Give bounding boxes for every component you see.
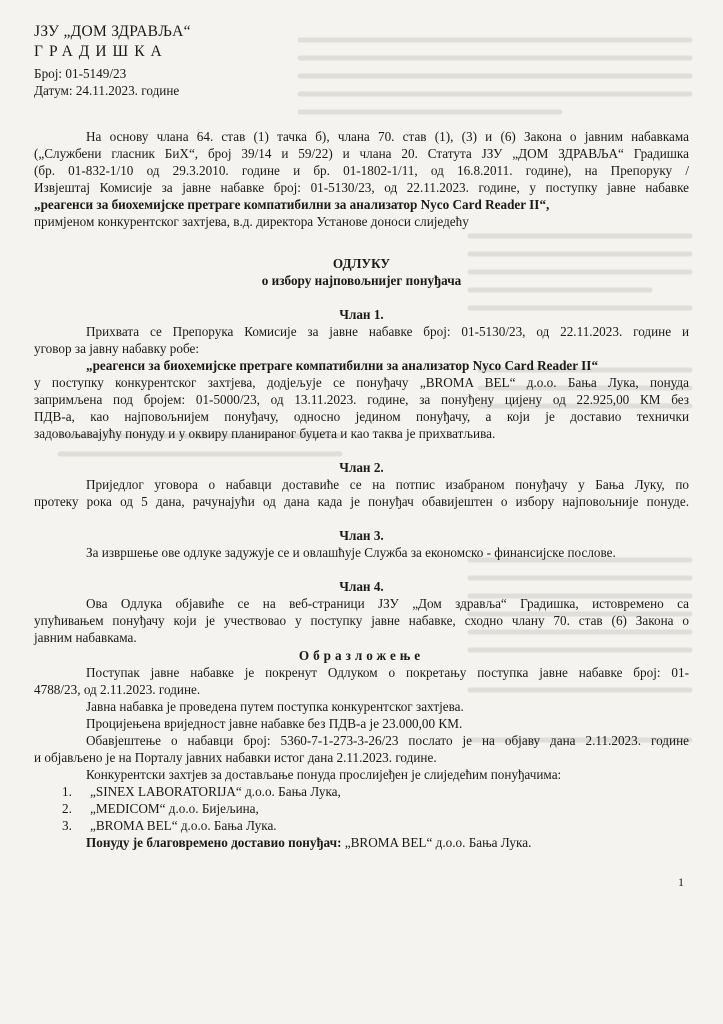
clan4-line-3: јавним набавкама. [34, 630, 137, 645]
institution-city: ГРАДИШКА [34, 43, 168, 60]
clan3-heading: Члан 3. [339, 528, 384, 543]
timely-offer-line [86, 835, 531, 851]
obrazlozenje-line-5: Обавјештење о набавци број: 5360-7-1-273-3-26/23 послато је на објаву дана 2.11.2023. године [86, 733, 689, 748]
obrazlozenje-line-3: Јавна набавка је проведена путем поступка конкурентског захтјева. [86, 699, 464, 714]
bidder-list-item: 3. „BROMA BEL“ д.о.о. Бања Лука. [62, 818, 277, 833]
bidder-name: „MEDICOM“ д.о.о. Бијељина, [90, 801, 259, 816]
clan1-heading: Члан 1. [339, 307, 384, 322]
intro-line-5-subject: „реагенси за биохемијске претраге компатибилни за анализатор Nyco Card Reader II“, [34, 197, 550, 212]
clan2-heading: Члан 2. [339, 460, 384, 475]
clan1-line-6: ПДВ-а, као најповољнијем понуђачу, односно једином понуђачу, а који је доставио технички [34, 409, 689, 424]
clan1-line-5: запримљена под бројем: 01-5000/23, од 13.11.2023. године, за понуђену цијену од 22.925,00 КМ без [34, 392, 689, 407]
clan4-line-2: упућивањем понуђачу који је учествовао у поступку јавне набавке, сходно члану 70. став (6) Закона о [34, 613, 689, 628]
intro-line-6: примјеном конкурентског захтјева, в.д. директора Установе доноси слиједећу [34, 214, 469, 229]
decision-subtitle: о избору најповољнијег понуђача [261, 273, 462, 288]
decision-title: ОДЛУКУ [332, 256, 391, 271]
clan4-heading: Члан 4. [339, 579, 384, 594]
bidder-list-item: 2. „MEDICOM“ д.о.о. Бијељина, [62, 801, 259, 816]
obrazlozenje-line-4: Процијењена вриједност јавне набавке без ПДВ-а је 23.000,00 КМ. [86, 716, 463, 731]
document-date: Датум: 24.11.2023. године [34, 83, 180, 98]
obrazlozenje-heading: Образложење [298, 648, 425, 663]
clan1-line-1: Прихвата се Препорука Комисије за јавне набавке број: 01-5130/23, од 22.11.2023. године и [86, 324, 689, 339]
obrazlozenje-line-2: 4788/23, од 2.11.2023. године. [34, 682, 201, 697]
institution-name: ЈЗУ „ДОМ ЗДРАВЉА“ [34, 23, 191, 40]
clan4-line-1: Ова Одлука објавиће се на веб-страници ЈЗУ „Дом здравља“ Градишка, истовремено са [86, 596, 689, 611]
intro-line-2: („Службени гласник БиХ“, број 39/14 и 59/22) и члана 20. Статута ЈЗУ „ДОМ ЗДРАВЉА“ Градишка [34, 146, 689, 161]
obrazlozenje-line-6: и објављено је на Порталу јавних набавки истог дана 2.11.2023. године. [34, 750, 437, 765]
bidder-name: „BROMA BEL“ д.о.о. Бања Лука. [90, 818, 277, 833]
obrazlozenje-line-7: Конкурентски захтјев за достављање понуда прослијеђен је слиједећим понуђачима: [86, 767, 562, 782]
timely-offer-label: Понуду је благовремено доставио понуђач: [86, 835, 342, 850]
clan3-line-1: За извршење ове одлуке задужује се и овлашћује Служба за економско - финансијске послове. [86, 545, 616, 560]
timely-offer-value: „BROMA BEL“ д.о.о. Бања Лука. [344, 835, 532, 850]
document-number: Број: 01-5149/23 [34, 66, 127, 81]
clan1-line-3-subject: „реагенси за биохемијске претраге компатибилни за анализатор Nyco Card Reader II“ [86, 358, 599, 373]
intro-line-3: (бр. 01-832-1/10 од 29.3.2010. године и бр. 01-1802-1/11, од 16.8.2011. године), на Препоруку / [34, 163, 689, 178]
intro-line-4: Извјештај Комисије за јавне набавке број: 01-5130/23, од 22.11.2023. године, у поступку јавне набавке [34, 180, 689, 195]
clan1-line-7: задовољавајућу понуду и у оквиру планираног буџета и као таква је прихватљива. [34, 426, 496, 441]
clan2-line-1: Приједлог уговора о набавци доставиће се на потпис изабраном понуђачу у Бања Луку, по [86, 477, 689, 492]
intro-line-1: На основу члана 64. став (1) тачка б), члана 70. став (1), (3) и (6) Закона о јавним набавкама [86, 129, 689, 144]
clan1-line-4: у поступку конкурентског захтјева, додјељује се понуђачу „BROMA BEL“ д.о.о. Бања Лука, понуда [34, 375, 689, 390]
clan2-line-2: протеку рока од 5 дана, рачунајући од дана када је понуђач обавијештен о избору најповољније понуде. [34, 494, 689, 509]
clan1-line-2: уговор за јавну набавку робе: [34, 341, 199, 356]
bidder-list-item: 1. „SINEX LABORATORIJA“ д.о.о. Бања Лука, [62, 784, 341, 799]
bidder-name: „SINEX LABORATORIJA“ д.о.о. Бања Лука, [90, 784, 341, 799]
page-number: 1 [678, 875, 684, 889]
obrazlozenje-line-1: Поступак јавне набавке је покренут Одлуком о покретању поступка јавне набавке број: 01- [86, 665, 689, 680]
